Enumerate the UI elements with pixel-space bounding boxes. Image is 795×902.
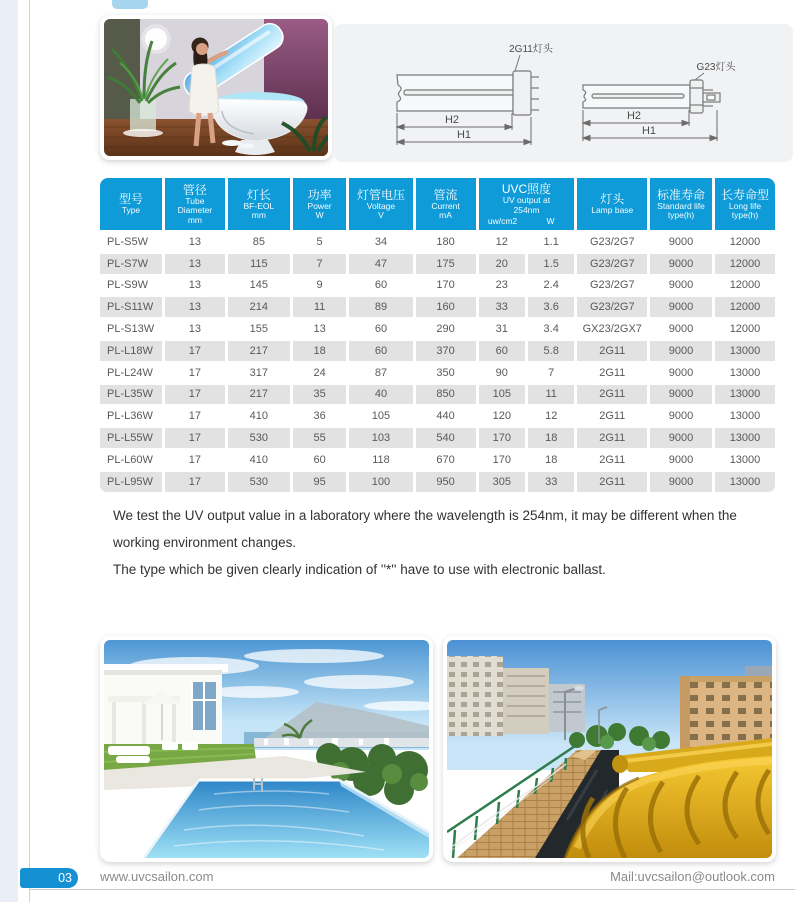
spa-capsule-illustration: [104, 19, 328, 156]
table-cell: 85: [228, 232, 290, 252]
table-cell: 31: [479, 319, 525, 339]
table-cell: 9000: [650, 406, 712, 426]
table-cell: 540: [416, 428, 476, 448]
dim-label-h1-right: H1: [641, 125, 657, 137]
dim-label-h1-left: H1: [456, 129, 472, 141]
table-cell: 2G11: [577, 450, 647, 470]
column-header: 型号 Type: [100, 178, 162, 230]
table-cell: 18: [293, 341, 347, 361]
yellow-pipes-photo: [443, 636, 776, 862]
column-header: 管流 Current mA: [416, 178, 476, 230]
table-cell: 13: [293, 319, 347, 339]
table-cell: 12000: [715, 254, 775, 274]
table-cell: 120: [479, 406, 525, 426]
table-cell: 13: [165, 297, 225, 317]
table-cell: G23/2G7: [577, 254, 647, 274]
table-cell: 530: [228, 472, 290, 492]
table-cell: 17: [165, 472, 225, 492]
lamp-spec-table: [100, 178, 775, 492]
table-cell: PL-L36W: [100, 406, 162, 426]
table-cell: 13000: [715, 341, 775, 361]
table-cell: 95: [293, 472, 347, 492]
lamp-diagram-panel: [334, 24, 793, 162]
table-cell: 13000: [715, 450, 775, 470]
table-cell: 89: [349, 297, 412, 317]
table-cell: 60: [293, 450, 347, 470]
table-cell: 5.8: [528, 341, 574, 361]
table-cell: 60: [349, 319, 412, 339]
table-cell: 12000: [715, 319, 775, 339]
table-cell: 17: [165, 450, 225, 470]
table-cell: 410: [228, 450, 290, 470]
table-cell: 9000: [650, 428, 712, 448]
table-cell: 170: [479, 450, 525, 470]
table-cell: 9000: [650, 254, 712, 274]
table-cell: PL-S13W: [100, 319, 162, 339]
table-cell: 60: [479, 341, 525, 361]
table-cell: 410: [228, 406, 290, 426]
table-cell: 11: [293, 297, 347, 317]
table-cell: 13000: [715, 363, 775, 383]
table-cell: 1.1: [528, 232, 574, 252]
table-cell: 9000: [650, 319, 712, 339]
table-cell: 305: [479, 472, 525, 492]
table-cell: 115: [228, 254, 290, 274]
table-cell: 7: [293, 254, 347, 274]
table-cell: 9000: [650, 472, 712, 492]
table-cell: 90: [479, 363, 525, 383]
table-cell: 24: [293, 363, 347, 383]
left-margin-line: [29, 0, 30, 902]
table-cell: 13: [165, 276, 225, 296]
email-link[interactable]: Mail:uvcsailon@outlook.com: [610, 869, 775, 884]
table-cell: 5: [293, 232, 347, 252]
table-cell: 2G11: [577, 385, 647, 405]
table-cell: 13000: [715, 472, 775, 492]
table-cell: 350: [416, 363, 476, 383]
table-cell: PL-S9W: [100, 276, 162, 296]
rooftop-pool-photo: [100, 636, 433, 862]
table-cell: 2G11: [577, 472, 647, 492]
table-cell: 17: [165, 428, 225, 448]
column-header: 管径 Tube Diameter mm: [165, 178, 225, 230]
note-line: The type which be given clearly indication of ''*'' have to use with electronic ballast.: [113, 562, 606, 577]
table-cell: 33: [528, 472, 574, 492]
table-cell: 9000: [650, 341, 712, 361]
table-cell: PL-L24W: [100, 363, 162, 383]
table-cell: 3.4: [528, 319, 574, 339]
table-cell: 20: [479, 254, 525, 274]
table-cell: PL-S11W: [100, 297, 162, 317]
table-cell: GX23/2GX7: [577, 319, 647, 339]
table-cell: 950: [416, 472, 476, 492]
table-cell: 850: [416, 385, 476, 405]
table-cell: 100: [349, 472, 412, 492]
table-cell: 17: [165, 385, 225, 405]
table-cell: 11: [528, 385, 574, 405]
table-cell: 370: [416, 341, 476, 361]
table-cell: 9000: [650, 297, 712, 317]
table-cell: 530: [228, 428, 290, 448]
lamp-base-label-g23: G23灯头: [696, 62, 736, 73]
table-cell: 170: [416, 276, 476, 296]
table-cell: 12000: [715, 232, 775, 252]
table-cell: 9000: [650, 385, 712, 405]
table-cell: 3.6: [528, 297, 574, 317]
lamp-base-label-2g11: 2G11灯头: [509, 44, 553, 55]
table-cell: 60: [349, 276, 412, 296]
table-cell: 35: [293, 385, 347, 405]
table-cell: 47: [349, 254, 412, 274]
table-cell: 9: [293, 276, 347, 296]
table-cell: 17: [165, 341, 225, 361]
table-cell: 12000: [715, 297, 775, 317]
table-cell: 175: [416, 254, 476, 274]
table-cell: 18: [528, 428, 574, 448]
column-header: 长寿命型 Long life type(h): [715, 178, 775, 230]
footer-divider: [30, 889, 795, 890]
pool-illustration: [104, 640, 429, 858]
table-cell: 9000: [650, 363, 712, 383]
table-cell: 17: [165, 406, 225, 426]
table-cell: PL-L60W: [100, 450, 162, 470]
table-cell: 2G11: [577, 428, 647, 448]
table-cell: 290: [416, 319, 476, 339]
table-cell: 13: [165, 232, 225, 252]
table-cell: 9000: [650, 232, 712, 252]
table-cell: 1.5: [528, 254, 574, 274]
table-cell: 34: [349, 232, 412, 252]
column-header: 灯头 Lamp base: [577, 178, 647, 230]
table-cell: G23/2G7: [577, 232, 647, 252]
table-cell: 17: [165, 363, 225, 383]
table-cell: 2.4: [528, 276, 574, 296]
table-cell: 55: [293, 428, 347, 448]
column-header: 功率 Power W: [293, 178, 347, 230]
table-cell: 13000: [715, 385, 775, 405]
table-cell: 2G11: [577, 406, 647, 426]
table-cell: 13: [165, 319, 225, 339]
table-cell: 33: [479, 297, 525, 317]
table-cell: 2G11: [577, 363, 647, 383]
page-number-badge: 03: [20, 868, 78, 888]
top-tab-decoration: [112, 0, 148, 9]
table-cell: G23/2G7: [577, 297, 647, 317]
table-cell: 155: [228, 319, 290, 339]
table-cell: PL-L35W: [100, 385, 162, 405]
table-cell: 36: [293, 406, 347, 426]
notes: [113, 502, 781, 583]
table-cell: 12000: [715, 276, 775, 296]
table-cell: 40: [349, 385, 412, 405]
table-cell: 217: [228, 341, 290, 361]
table-cell: 87: [349, 363, 412, 383]
table-cell: PL-S5W: [100, 232, 162, 252]
table-cell: 13000: [715, 406, 775, 426]
column-header: UVC照度 UV output at 254nm uw/cm2 W: [479, 178, 575, 230]
table-cell: PL-S7W: [100, 254, 162, 274]
table-cell: 180: [416, 232, 476, 252]
table-cell: 105: [479, 385, 525, 405]
table-cell: 440: [416, 406, 476, 426]
table-cell: 160: [416, 297, 476, 317]
column-header: 灯长 BF-EOL mm: [228, 178, 290, 230]
table-cell: PL-L18W: [100, 341, 162, 361]
left-margin-strip: [0, 0, 18, 902]
table-cell: 317: [228, 363, 290, 383]
table-cell: 13000: [715, 428, 775, 448]
spa-capsule-photo: [100, 15, 332, 160]
table-cell: 18: [528, 450, 574, 470]
table-cell: 12: [479, 232, 525, 252]
column-header: 标准寿命 Standard life type(h): [650, 178, 712, 230]
pipes-illustration: [447, 640, 772, 858]
table-cell: 60: [349, 341, 412, 361]
table-cell: 670: [416, 450, 476, 470]
table-cell: 145: [228, 276, 290, 296]
note-line: We test the UV output value in a laboratory where the wavelength is 254nm, it may be different when the working environment changes.: [113, 508, 737, 550]
table-cell: 7: [528, 363, 574, 383]
table-cell: 9000: [650, 276, 712, 296]
table-cell: 12: [528, 406, 574, 426]
dim-label-h2-right: H2: [626, 110, 642, 122]
website-link[interactable]: www.uvcsailon.com: [100, 869, 214, 884]
table-cell: 214: [228, 297, 290, 317]
table-cell: PL-L95W: [100, 472, 162, 492]
table-cell: 217: [228, 385, 290, 405]
table-cell: PL-L55W: [100, 428, 162, 448]
table-cell: 13: [165, 254, 225, 274]
table-cell: 170: [479, 428, 525, 448]
column-header: 灯管电压 Voltage V: [349, 178, 412, 230]
table-cell: 105: [349, 406, 412, 426]
table-cell: 9000: [650, 450, 712, 470]
dim-label-h2-left: H2: [444, 114, 460, 126]
table-cell: 23: [479, 276, 525, 296]
table-cell: 103: [349, 428, 412, 448]
table-cell: 118: [349, 450, 412, 470]
table-cell: 2G11: [577, 341, 647, 361]
table-cell: G23/2G7: [577, 276, 647, 296]
